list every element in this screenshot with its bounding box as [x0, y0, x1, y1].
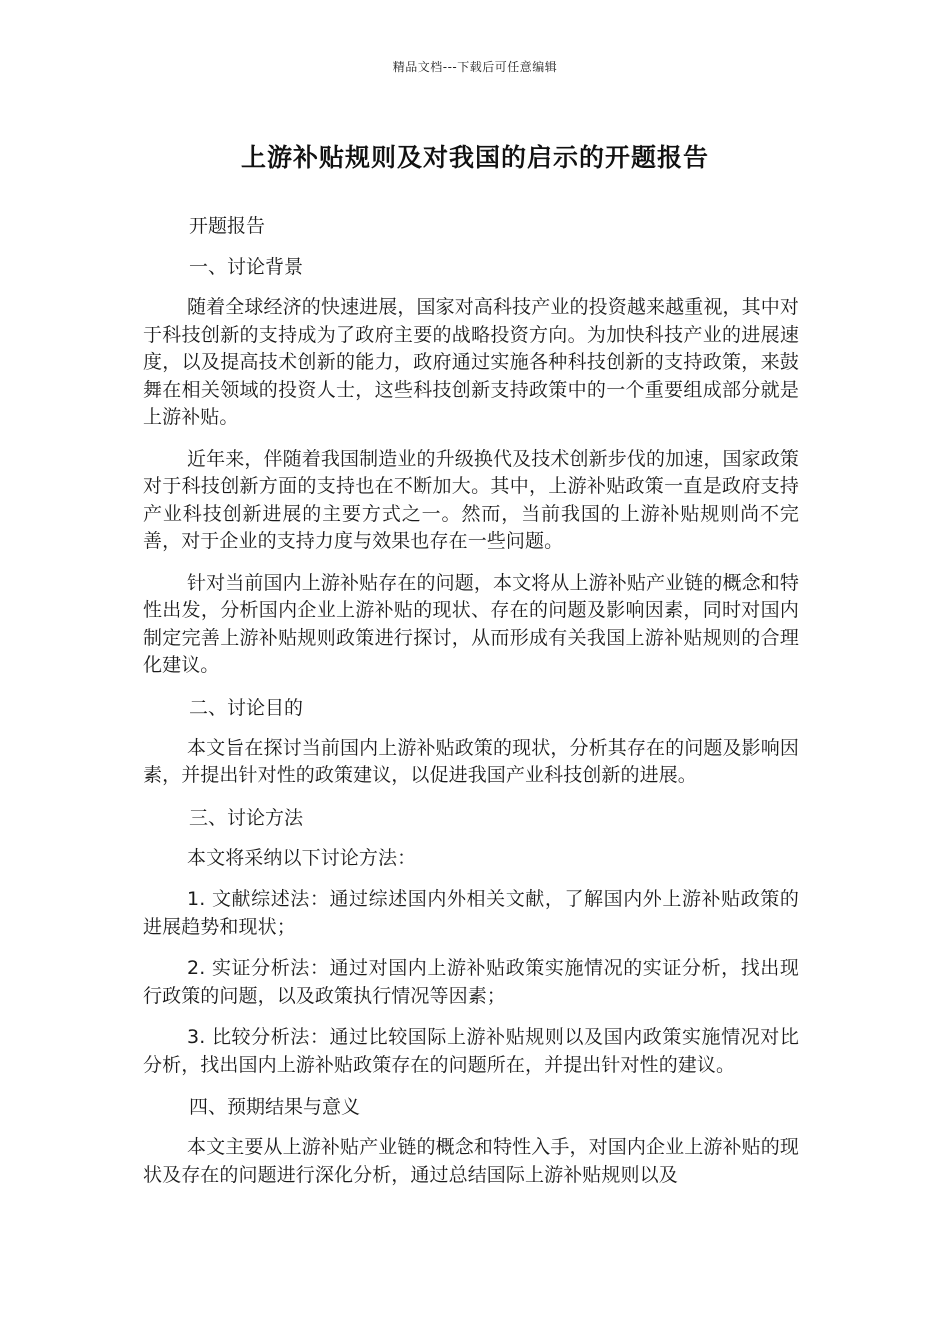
document-body [143, 212, 799, 1203]
section-heading-method: 三、讨论方法 [189, 806, 304, 829]
paragraph: 随着全球经济的快速进展，国家对高科技产业的投资越来越重视，其中对于科技创新的支持成为了政府主要的战略投资方向。为加快科技产业的进展速度，以及提高技术创新的能力，政府通过实施各种科技创新的支持政策，来鼓舞在相关领域的投资人士，这些科技创新支持政策中的一个重要组成部分就是上游补贴。 [143, 296, 799, 428]
section-heading-purpose: 二、讨论目的 [189, 696, 304, 719]
method-item: 3. 比较分析法：通过比较国际上游补贴规则以及国内政策实施情况对比分析，找出国内上游补贴政策存在的问题所在，并提出针对性的建议。 [143, 1026, 799, 1076]
document-title: 上游补贴规则及对我国的启示的开题报告 [240, 143, 709, 172]
method-item: 1. 文献综述法：通过综述国内外相关文献，了解国内外上游补贴政策的进展趋势和现状； [143, 888, 799, 938]
report-label: 开题报告 [189, 215, 266, 237]
paragraph: 本文将采纳以下讨论方法： [187, 846, 417, 869]
paragraph: 近年来，伴随着我国制造业的升级换代及技术创新步伐的加速，国家政策对于科技创新方面的支持也在不断加大。其中，上游补贴政策一直是政府支持产业科技创新进展的主要方式之一。然而，当前我国的上游补贴规则尚不完善，对于企业的支持力度与效果也存在一些问题。 [143, 447, 799, 552]
section-heading-background: 一、讨论背景 [189, 256, 304, 278]
paragraph: 针对当前国内上游补贴存在的问题，本文将从上游补贴产业链的概念和特性出发，分析国内企业上游补贴的现状、存在的问题及影响因素，同时对国内制定完善上游补贴规则政策进行探讨，从而形成有关我国上游补贴规则的合理化建议。 [143, 571, 799, 676]
header-note: 精品文档---下载后可任意编辑 [392, 60, 558, 74]
paragraph: 本文旨在探讨当前国内上游补贴政策的现状，分析其存在的问题及影响因素，并提出针对性的政策建议，以促进我国产业科技创新的进展。 [143, 736, 799, 786]
method-item: 2. 实证分析法：通过对国内上游补贴政策实施情况的实证分析，找出现行政策的问题，以及政策执行情况等因素； [143, 957, 799, 1007]
section-heading-expected-results: 四、预期结果与意义 [189, 1096, 361, 1118]
paragraph: 本文主要从上游补贴产业链的概念和特性入手，对国内企业上游补贴的现状及存在的问题进行深化分析，通过总结国际上游补贴规则以及 [143, 1136, 799, 1186]
